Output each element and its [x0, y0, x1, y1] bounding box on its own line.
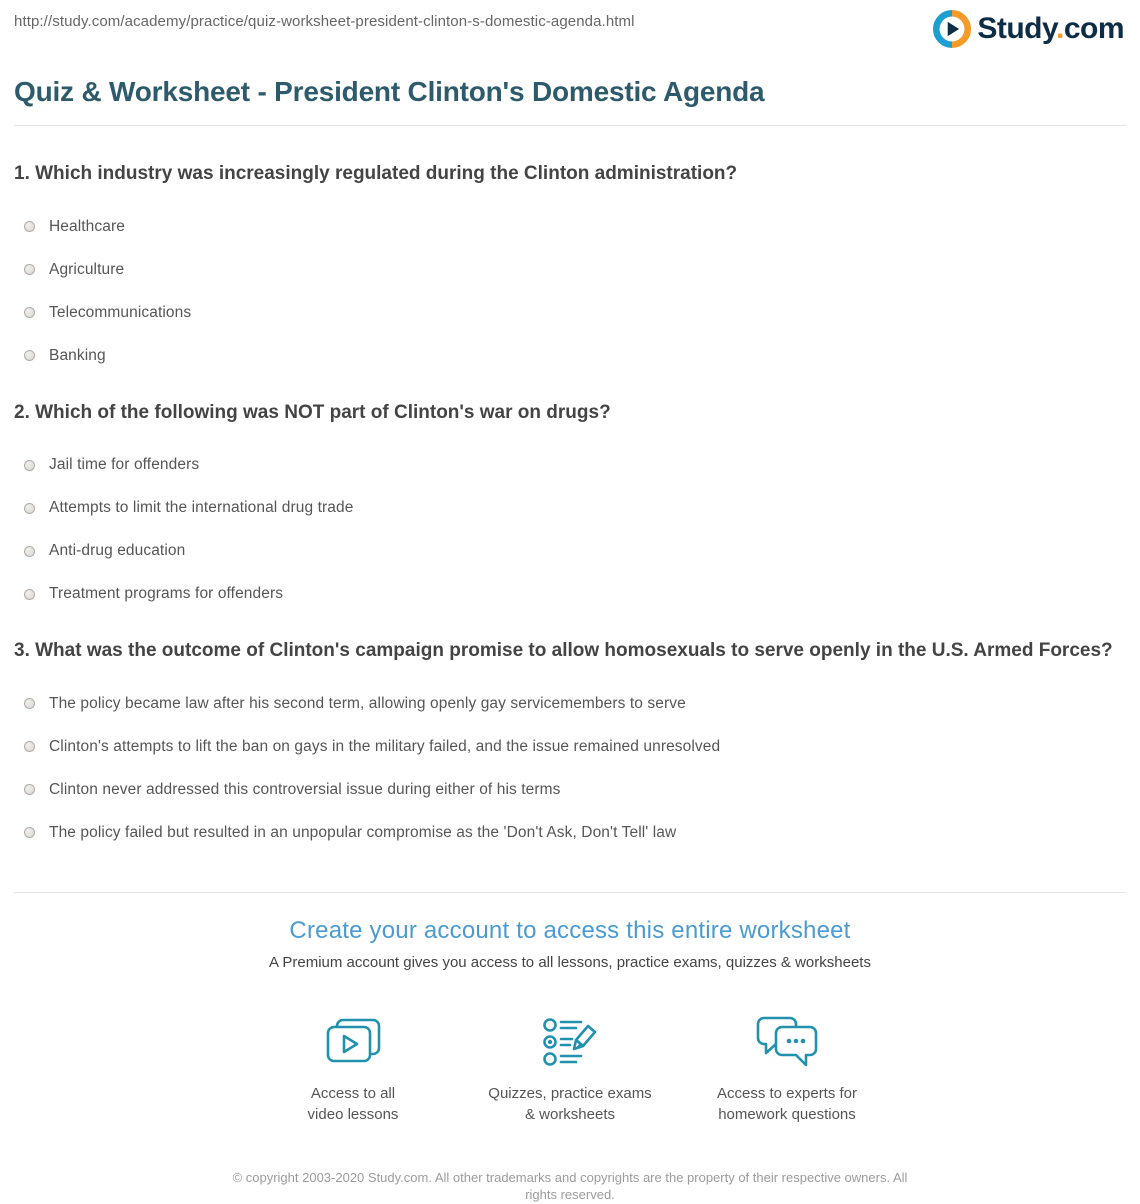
answer-option[interactable] [24, 824, 1126, 842]
video-lessons-icon [322, 1013, 384, 1071]
answer-option[interactable] [24, 499, 1126, 517]
copyright-notice: © copyright 2003-2020 Study.com. All other trademarks and copyrights are the property of their respective owners. All rights reserved. [232, 1169, 908, 1203]
radio-button[interactable] [24, 350, 35, 361]
logo-wordmark: Study.com [977, 12, 1124, 45]
radio-button[interactable] [24, 460, 35, 471]
radio-button[interactable] [24, 307, 35, 318]
answer-option[interactable] [24, 347, 1126, 365]
signup-divider [14, 892, 1126, 893]
answer-option[interactable] [24, 304, 1126, 322]
radio-button[interactable] [24, 784, 35, 795]
question-2-options [24, 456, 1126, 603]
studycom-logo[interactable] [933, 10, 1124, 48]
feature-experts [679, 1013, 896, 1125]
option-label: The policy became law after his second term, allowing openly gay servicemembers to serve [49, 694, 686, 712]
question-1-options [24, 218, 1126, 365]
feature-label: Quizzes, practice exams & worksheets [488, 1084, 652, 1123]
feature-label: Access to experts for homework questions [716, 1084, 858, 1123]
question-2 [14, 399, 1126, 604]
option-label: Treatment programs for offenders [49, 585, 284, 602]
signup-subheadline: A Premium account gives you access to all lessons, practice exams, quizzes & worksheets [269, 953, 871, 971]
option-label: Healthcare [49, 217, 125, 235]
question-1 [14, 160, 1126, 365]
answer-option[interactable] [24, 542, 1126, 560]
radio-button[interactable] [24, 503, 35, 514]
option-label: Clinton's attempts to lift the ban on gays in the military failed, and the issue remained unresolved [49, 737, 721, 755]
quiz-pencil-icon [539, 1013, 601, 1071]
question-3 [14, 637, 1126, 842]
option-label: The policy failed but resulted in an unpopular compromise as the 'Don't Ask, Don't Tell' law [49, 823, 677, 841]
feature-list [0, 1013, 1140, 1125]
signup-headline[interactable]: Create your account to access this entire worksheet [289, 916, 851, 944]
option-label: Banking [49, 346, 106, 364]
feature-video-lessons [245, 1013, 462, 1125]
radio-button[interactable] [24, 546, 35, 557]
question-3-text: 3. What was the outcome of Clinton's campaign promise to allow homosexuals to serve openly in the U.S. Armed Forces? [14, 640, 1113, 661]
radio-button[interactable] [24, 827, 35, 838]
option-label: Telecommunications [49, 303, 192, 321]
play-circle-logo-icon [933, 10, 971, 48]
answer-option[interactable] [24, 738, 1126, 756]
option-label: Attempts to limit the international drug trade [49, 499, 354, 516]
radio-button[interactable] [24, 698, 35, 709]
chat-experts-icon [754, 1013, 820, 1071]
answer-option[interactable] [24, 456, 1126, 474]
question-3-options [24, 695, 1126, 842]
option-label: Clinton never addressed this controversial issue during either of his terms [49, 780, 561, 798]
answer-option[interactable] [24, 218, 1126, 236]
question-2-text: 2. Which of the following was NOT part of Clinton's war on drugs? [14, 401, 611, 423]
question-1-text: 1. Which industry was increasingly regulated during the Clinton administration? [14, 163, 738, 184]
option-label: Jail time for offenders [49, 456, 200, 473]
radio-button[interactable] [24, 589, 35, 600]
top-bar [0, 0, 1140, 48]
page-url[interactable]: http://study.com/academy/practice/quiz-worksheet-president-clinton-s-domestic-agenda.html [14, 13, 635, 30]
answer-option[interactable] [24, 261, 1126, 279]
option-label: Anti-drug education [49, 542, 186, 559]
feature-quizzes [462, 1013, 679, 1125]
answer-option[interactable] [24, 695, 1126, 713]
radio-button[interactable] [24, 221, 35, 232]
title-divider [14, 125, 1126, 126]
feature-label: Access to all video lessons [307, 1084, 399, 1123]
signup-section [0, 917, 1140, 1125]
radio-button[interactable] [24, 741, 35, 752]
option-label: Agriculture [49, 260, 125, 278]
page-title: Quiz & Worksheet - President Clinton's Domestic Agenda [14, 76, 765, 107]
answer-option[interactable] [24, 781, 1126, 799]
radio-button[interactable] [24, 264, 35, 275]
answer-option[interactable] [24, 585, 1126, 603]
